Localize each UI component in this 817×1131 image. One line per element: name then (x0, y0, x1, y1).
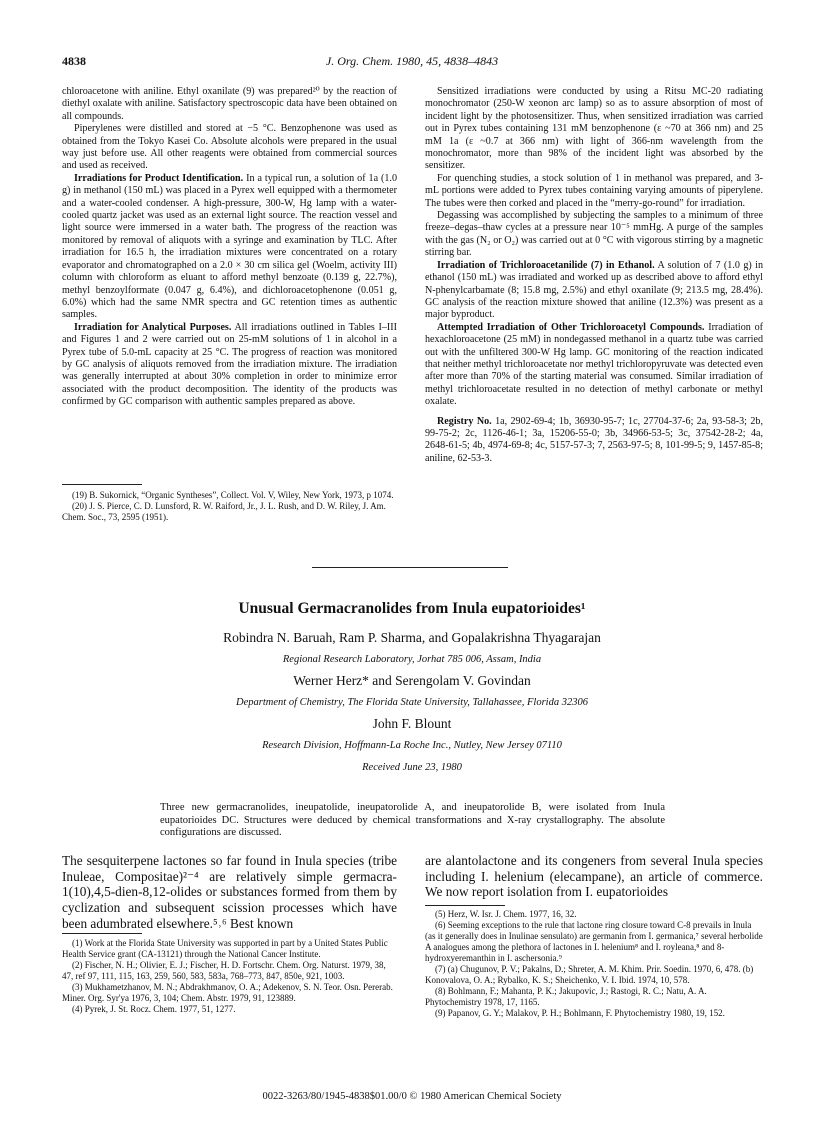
footnotes-lower-right (425, 909, 763, 1019)
abstract: Three new germacranolides, ineupatolide, ineupatorolide A, and ineupatorolide B, were isolated from Inula eupatorioides DC. Structures were deduced by chemical transformations and X-ray crystallography. The absolute configurations are discussed. (160, 802, 665, 839)
registry-numbers (425, 416, 763, 466)
footnote: (6) Seeming exceptions to the rule that lactone ring closure toward C-8 prevails in Inula (as it generally does in Inulinae sensulato) are germanin from I. germanica,⁷ several herbolide A analogues among the plethora of lactones in I. helenium⁸ and I. royleana,⁸ and 8-hydroxyeremanthin in I. aschersonia.⁹ (425, 920, 763, 963)
footnote-divider (425, 905, 505, 906)
article-title: Unusual Germacranolides from Inula eupatorioides¹ (238, 600, 586, 617)
affiliation-2: Department of Chemistry, The Florida State University, Tallahassee, Florida 32306 (236, 697, 588, 708)
paragraph: chloroacetone with aniline. Ethyl oxanilate (9) was prepared²⁰ by the reaction of diethyl oxalate with aniline. Satisfactory spectroscopic data have been obtained on all compounds. (62, 86, 397, 122)
section-text: A solution of 7 (1.0 g) in ethanol (150 mL) was irradiated and worked up as described above to afford ethyl N-phenylcarbamate (8; 15.8 mg, 2.5%) and ethyl oxanilate (9; 213.5 mg, 28.4%). GC analysis of the reaction mixture showed that aniline (12.3%) was present as a major byproduct. (425, 259, 764, 321)
affiliation-3: Research Division, Hoffmann-La Roche Inc., Nutley, New Jersey 07110 (262, 740, 562, 751)
section-text: Irradiation of hexachloroacetone (25 mM) in nondegassed methanol in a quartz tube was carried out with the unfiltered 300-W Hg lamp. GC monitoring of the reaction indicated that neither methyl trichloroacetate nor methyl trichloropyruvate was detected even after more than 70% of the starting material was consumed. Similar irradiation of methyl trichloroacetate resulted in no detection of methyl carbonate or methyl oxalate. (425, 321, 763, 408)
page-footer: 0022-3263/80/1945-4838$01.00/0 © 1980 American Chemical Society (262, 1091, 562, 1102)
footnote-divider (62, 484, 142, 485)
paragraph: For quenching studies, a stock solution of 1 in methanol was prepared, and 3-mL portions were added to Pyrex tubes containing varying amounts of piperylene. The tubes were then corked and placed in the “merry-go-round” for irradiation. (425, 172, 763, 209)
paragraph (425, 260, 763, 322)
authors-group-3: John F. Blount (372, 716, 452, 731)
section-text: In a typical run, a solution of 1a (1.0 g) in methanol (150 mL) was placed in a Pyrex well equipped with a thermometer and a water-cooled condenser. A high-pressure, 300-W, Hg lamp with a water-cooled quartz jacket was used as an external light source. The reaction vessel and light source were immersed in a water bath. The progress of the reaction was monitored by removal of aliquots with a syringe and examination by TLC. After irradiation for 16.5 h, the irradiation mixtures were concentrated on a rotary evaporator and chromatographed on a 2.0 × 30 cm silica gel (Woelm, activity III) column with chloroform as eluant to afford methyl benzoate (0.139 g, 22.7%), methyl benzoylformate (0.047 g, 6.4%), and dichloroacetophenone (0.051 g, 6.0%) which had the same NMR spectra and GC retention times as authentic samples. (62, 172, 398, 321)
section-heading: Irradiations for Product Identification. (74, 172, 244, 184)
registry-text: 1a, 2902-69-4; 1b, 36930-95-7; 1c, 27704-37-6; 2a, 93-58-3; 2b, 99-75-2; 2c, 1126-46-1; 3a, 15206-55-0; 3b, 34966-53-5; 3c, 37542-28-2; 4a, 2648-61-5; 4b, 4974-69-8; 4c, 5157-57-3; 7, 2563-97-5; 8, 101-99-5; 9, 1457-85-8; aniline, 62-53-3. (425, 415, 763, 464)
footnote: (19) B. Sukornick, “Organic Syntheses”, Collect. Vol. V, Wiley, New York, 1973, p 1074. (72, 490, 394, 500)
paragraph: Piperylenes were distilled and stored at −5 °C. Benzophenone was used as obtained from the Tokyo Kasei Co. Absolute alcohols were prepared in the usual way just before use. All other reagents were obtained from commercial sources and used as received. (62, 123, 397, 172)
affiliation-1: Regional Research Laboratory, Jorhat 785 006, Assam, India (282, 654, 542, 665)
paragraph (425, 322, 763, 409)
footnote: (20) J. S. Pierce, C. D. Lunsford, R. W. Raiford, Jr., J. L. Rush, and D. W. Riley, J. Am. Chem. Soc., 73, 2595 (1951). (62, 501, 386, 522)
paragraph: Sensitized irradiations were conducted by using a Ritsu MC-20 radiating monochromator (250-W xeonon arc lamp) so as to assure absorption of most of incident light by the photosensitizer. Thus, when sensitized irradiation was carried out in Pyrex tubes containing 131 mM benzophenone (ε ~70 at 366 nm) and 25 mM 1a (ε ~0.7 at 366 nm) with light of 366-nm wavelength from the monochromator, more than 98% of the incident light was absorbed by the sensitizer. (425, 86, 763, 172)
paragraph: Degassing was accomplished by subjecting the samples to a minimum of three freeze–degas–thaw cycles at a pressure near 10⁻⁵ mmHg. A purge of the samples with the gas (N₂ or O₂) was carried out at 0 °C with vigorous stirring by a magnetic stirring bar. (425, 210, 763, 259)
section-text: All irradiations outlined in Tables I–III and Figures 1 and 2 were carried out on 25-mM solutions of 1 in alcohol in a Pyrex tube of 5.0-mL capacity at 25 °C. The progress of reaction was monitored by GC analysis of aliquots removed from the irradiation mixture. The irradiation was generally interrupted at about 30% completion in order to minimize error associated with the product decomposition. The identity of the products was confirmed by GC comparison with authentic samples prepared as above. (62, 321, 397, 408)
upper-left-column (62, 86, 397, 409)
paragraph (62, 322, 397, 409)
footnote-divider (62, 933, 142, 934)
page-number: 4838 (62, 54, 86, 68)
registry-heading: Registry No. (437, 415, 492, 427)
footnote: (5) Herz, W. Isr. J. Chem. 1977, 16, 32. (435, 909, 577, 919)
footnotes-lower-left (62, 938, 397, 1015)
footnote: (9) Papanov, G. Y.; Malakov, P. H.; Bohlmann, F. Phytochemistry 1980, 19, 152. (435, 1008, 725, 1018)
footnote: (7) (a) Chugunov, P. V.; Pakalns, D.; Shreter, A. M. Khim. Prir. Soedin. 1970, 6, 478. (b) Konovalova, O. A.; Rybalko, K. S.; Sheichenko, V. I. Ibid. 1974, 10, 578. (425, 964, 754, 985)
upper-right-column (425, 86, 763, 465)
section-heading: Irradiation for Analytical Purposes. (74, 321, 232, 333)
footnotes-upper-left (62, 490, 397, 523)
received-date: Received June 23, 1980 (362, 762, 462, 773)
paragraph (62, 173, 397, 322)
footnote: (2) Fischer, N. H.; Olivier, E. J.; Fischer, H. D. Fortschr. Chem. Org. Naturst. 1979, 38, 47, ref 97, 111, 115, 163, 259, 560, 583, 583a, 768–773, 847, 850e, 921, 1003. (62, 960, 386, 981)
footnote: (1) Work at the Florida State University was supported in part by a United States Public Health Service grant (CA-13121) through the National Cancer Institute. (62, 938, 388, 959)
footnote: (8) Bohlmann, F.; Mahanta, P. K.; Jakupovic, J.; Rastogi, R. C.; Natu, A. A. Phytochemistry 1978, 17, 1165. (425, 986, 707, 1007)
authors-group-2: Werner Herz* and Serengolam V. Govindan (293, 673, 531, 688)
footnote: (4) Pyrek, J. St. Rocz. Chem. 1977, 51, 1277. (72, 1004, 236, 1014)
body-text-left: The sesquiterpene lactones so far found in Inula species (tribe Inuleae, Compositae)²⁻⁴ are relatively simple germacra-1(10),4,5-dien-8,12-olides or substances formed from them by cyclization and subsequent scission processes which have been adumbrated elsewhere.⁵˒⁶ Best known (62, 853, 397, 931)
journal-citation: J. Org. Chem. 1980, 45, 4838–4843 (325, 54, 499, 68)
section-heading: Irradiation of Trichloroacetanilide (7) in Ethanol. (437, 259, 655, 271)
article-separator (312, 567, 508, 568)
authors-group-1: Robindra N. Baruah, Ram P. Sharma, and Gopalakrishna Thyagarajan (223, 630, 601, 645)
footnote: (3) Mukhametzhanov, M. N.; Abdrakhmanov, O. A.; Adekenov, S. N. Teor. Osn. Pererab. Miner. Org. Syr'ya 1976, 3, 104; Chem. Abstr. 1979, 91, 123889. (62, 982, 393, 1003)
body-text-right: are alantolactone and its congeners from several Inula species including I. helenium (elecampane), an article of commerce. We now report isolation from I. eupatorioides (425, 853, 763, 900)
section-heading: Attempted Irradiation of Other Trichloroacetyl Compounds. (437, 321, 705, 333)
